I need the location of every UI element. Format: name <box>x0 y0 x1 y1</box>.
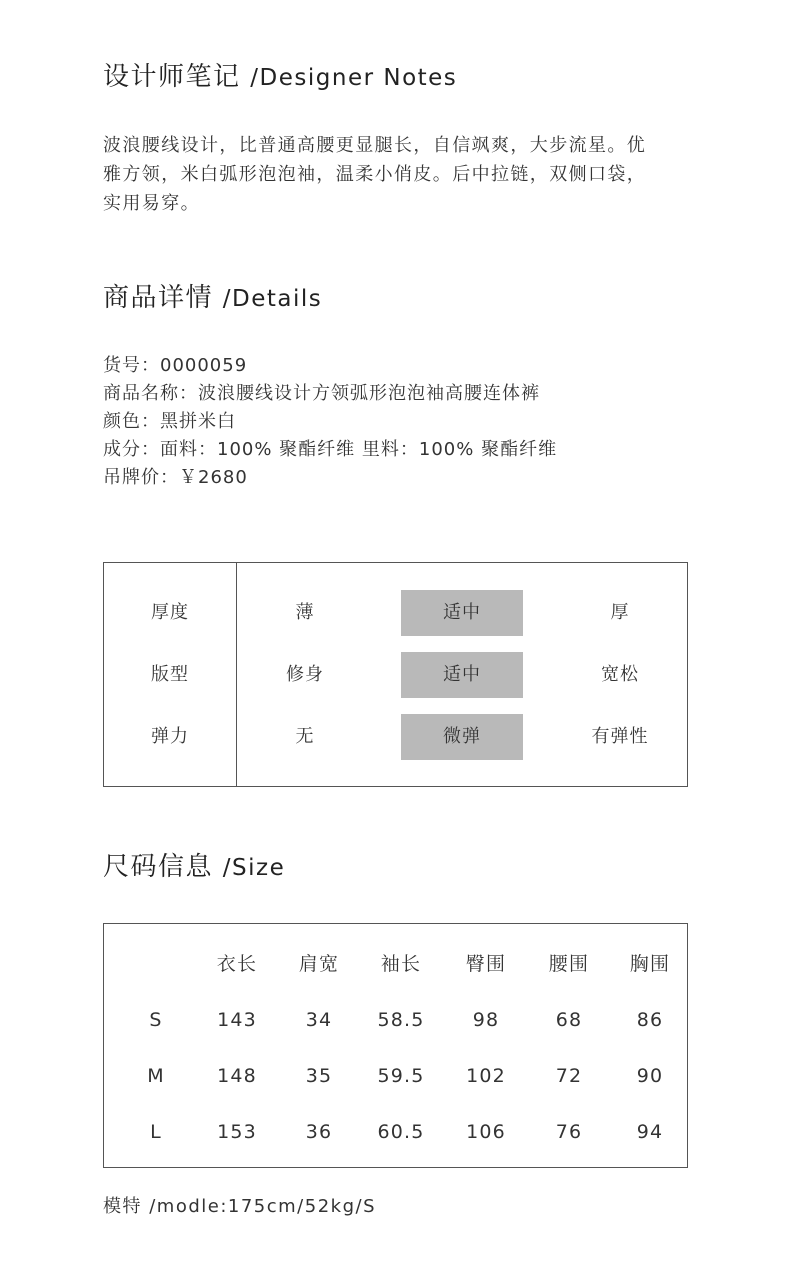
size-cell: 58.5 <box>377 1009 425 1031</box>
size-cell: 68 <box>555 1009 583 1031</box>
fabric-option: 宽松 <box>601 664 639 685</box>
details-heading <box>103 281 322 316</box>
fabric-row-label: 厚度 <box>151 602 189 623</box>
size-table-row <box>104 1056 687 1096</box>
size-cell-size: M <box>147 1065 165 1087</box>
fabric-option: 有弹性 <box>591 726 649 747</box>
size-cell: 36 <box>305 1121 333 1143</box>
size-table-row <box>104 1112 687 1152</box>
size-header-cell: 袖长 <box>380 953 422 975</box>
size-header-cell: 腰围 <box>548 953 590 975</box>
size-cell: 102 <box>466 1065 506 1087</box>
size-header-cell: 臀围 <box>465 953 507 975</box>
fabric-option-selected: 微弹 <box>401 714 523 760</box>
fabric-option-selected: 适中 <box>401 590 523 636</box>
fabric-row-thickness <box>104 590 687 636</box>
fabric-row-elasticity <box>104 714 687 760</box>
size-table <box>103 923 688 1168</box>
size-table-header <box>104 944 687 984</box>
size-header-cell: 胸围 <box>629 953 671 975</box>
fabric-option: 薄 <box>295 602 315 623</box>
size-heading-en: /Size <box>222 855 286 881</box>
designer-notes-text: 波浪腰线设计，比普通高腰更显腿长，自信飒爽，大步流星。优雅方领，米白弧形泡泡袖，温柔小俏皮。后中拉链，双侧口袋，实用易穿。 <box>103 135 647 214</box>
size-header-cell: 肩宽 <box>298 953 340 975</box>
size-cell: 34 <box>305 1009 333 1031</box>
details-item-composition: 成分：面料：100% 聚酯纤维 里料：100% 聚酯纤维 <box>103 439 558 460</box>
fabric-row-label: 弹力 <box>151 726 189 747</box>
designer-notes-heading <box>103 60 457 95</box>
fabric-option: 无 <box>295 726 315 747</box>
details-list <box>103 352 557 492</box>
details-item-color: 颜色：黑拼米白 <box>103 411 236 432</box>
size-header-cell <box>116 944 196 984</box>
designer-notes-heading-cn: 设计师笔记 <box>103 62 241 92</box>
fabric-row-fit <box>104 652 687 698</box>
size-cell: 72 <box>555 1065 583 1087</box>
size-table-row <box>104 1000 687 1040</box>
size-cell: 143 <box>217 1009 257 1031</box>
fabric-row-label: 版型 <box>151 664 189 685</box>
fabric-attributes-table <box>103 562 688 787</box>
size-cell: 106 <box>466 1121 506 1143</box>
size-cell: 59.5 <box>377 1065 425 1087</box>
model-info: 模特 /modle:175cm/52kg/S <box>103 1196 376 1217</box>
size-cell: 148 <box>217 1065 257 1087</box>
designer-notes-heading-en: /Designer Notes <box>250 65 458 91</box>
size-header-cell: 衣长 <box>216 953 258 975</box>
fabric-option: 厚 <box>610 602 630 623</box>
fabric-option-selected: 适中 <box>401 652 523 698</box>
size-cell: 90 <box>636 1065 664 1087</box>
size-cell-size: L <box>150 1121 162 1143</box>
size-cell-size: S <box>149 1009 163 1031</box>
size-cell: 153 <box>217 1121 257 1143</box>
size-cell: 76 <box>555 1121 583 1143</box>
details-item-name: 商品名称：波浪腰线设计方领弧形泡泡袖高腰连体裤 <box>103 383 540 404</box>
details-item-sku: 货号：0000059 <box>103 355 248 376</box>
fabric-option: 修身 <box>286 664 324 685</box>
details-heading-cn: 商品详情 <box>103 283 214 313</box>
size-cell: 98 <box>472 1009 500 1031</box>
size-cell: 86 <box>636 1009 664 1031</box>
size-cell: 35 <box>305 1065 333 1087</box>
size-cell: 60.5 <box>377 1121 425 1143</box>
size-cell: 94 <box>636 1121 664 1143</box>
details-item-price: 吊牌价：￥2680 <box>103 467 248 488</box>
size-heading-cn: 尺码信息 <box>103 852 214 882</box>
details-heading-en: /Details <box>222 286 323 312</box>
size-heading <box>103 850 285 885</box>
